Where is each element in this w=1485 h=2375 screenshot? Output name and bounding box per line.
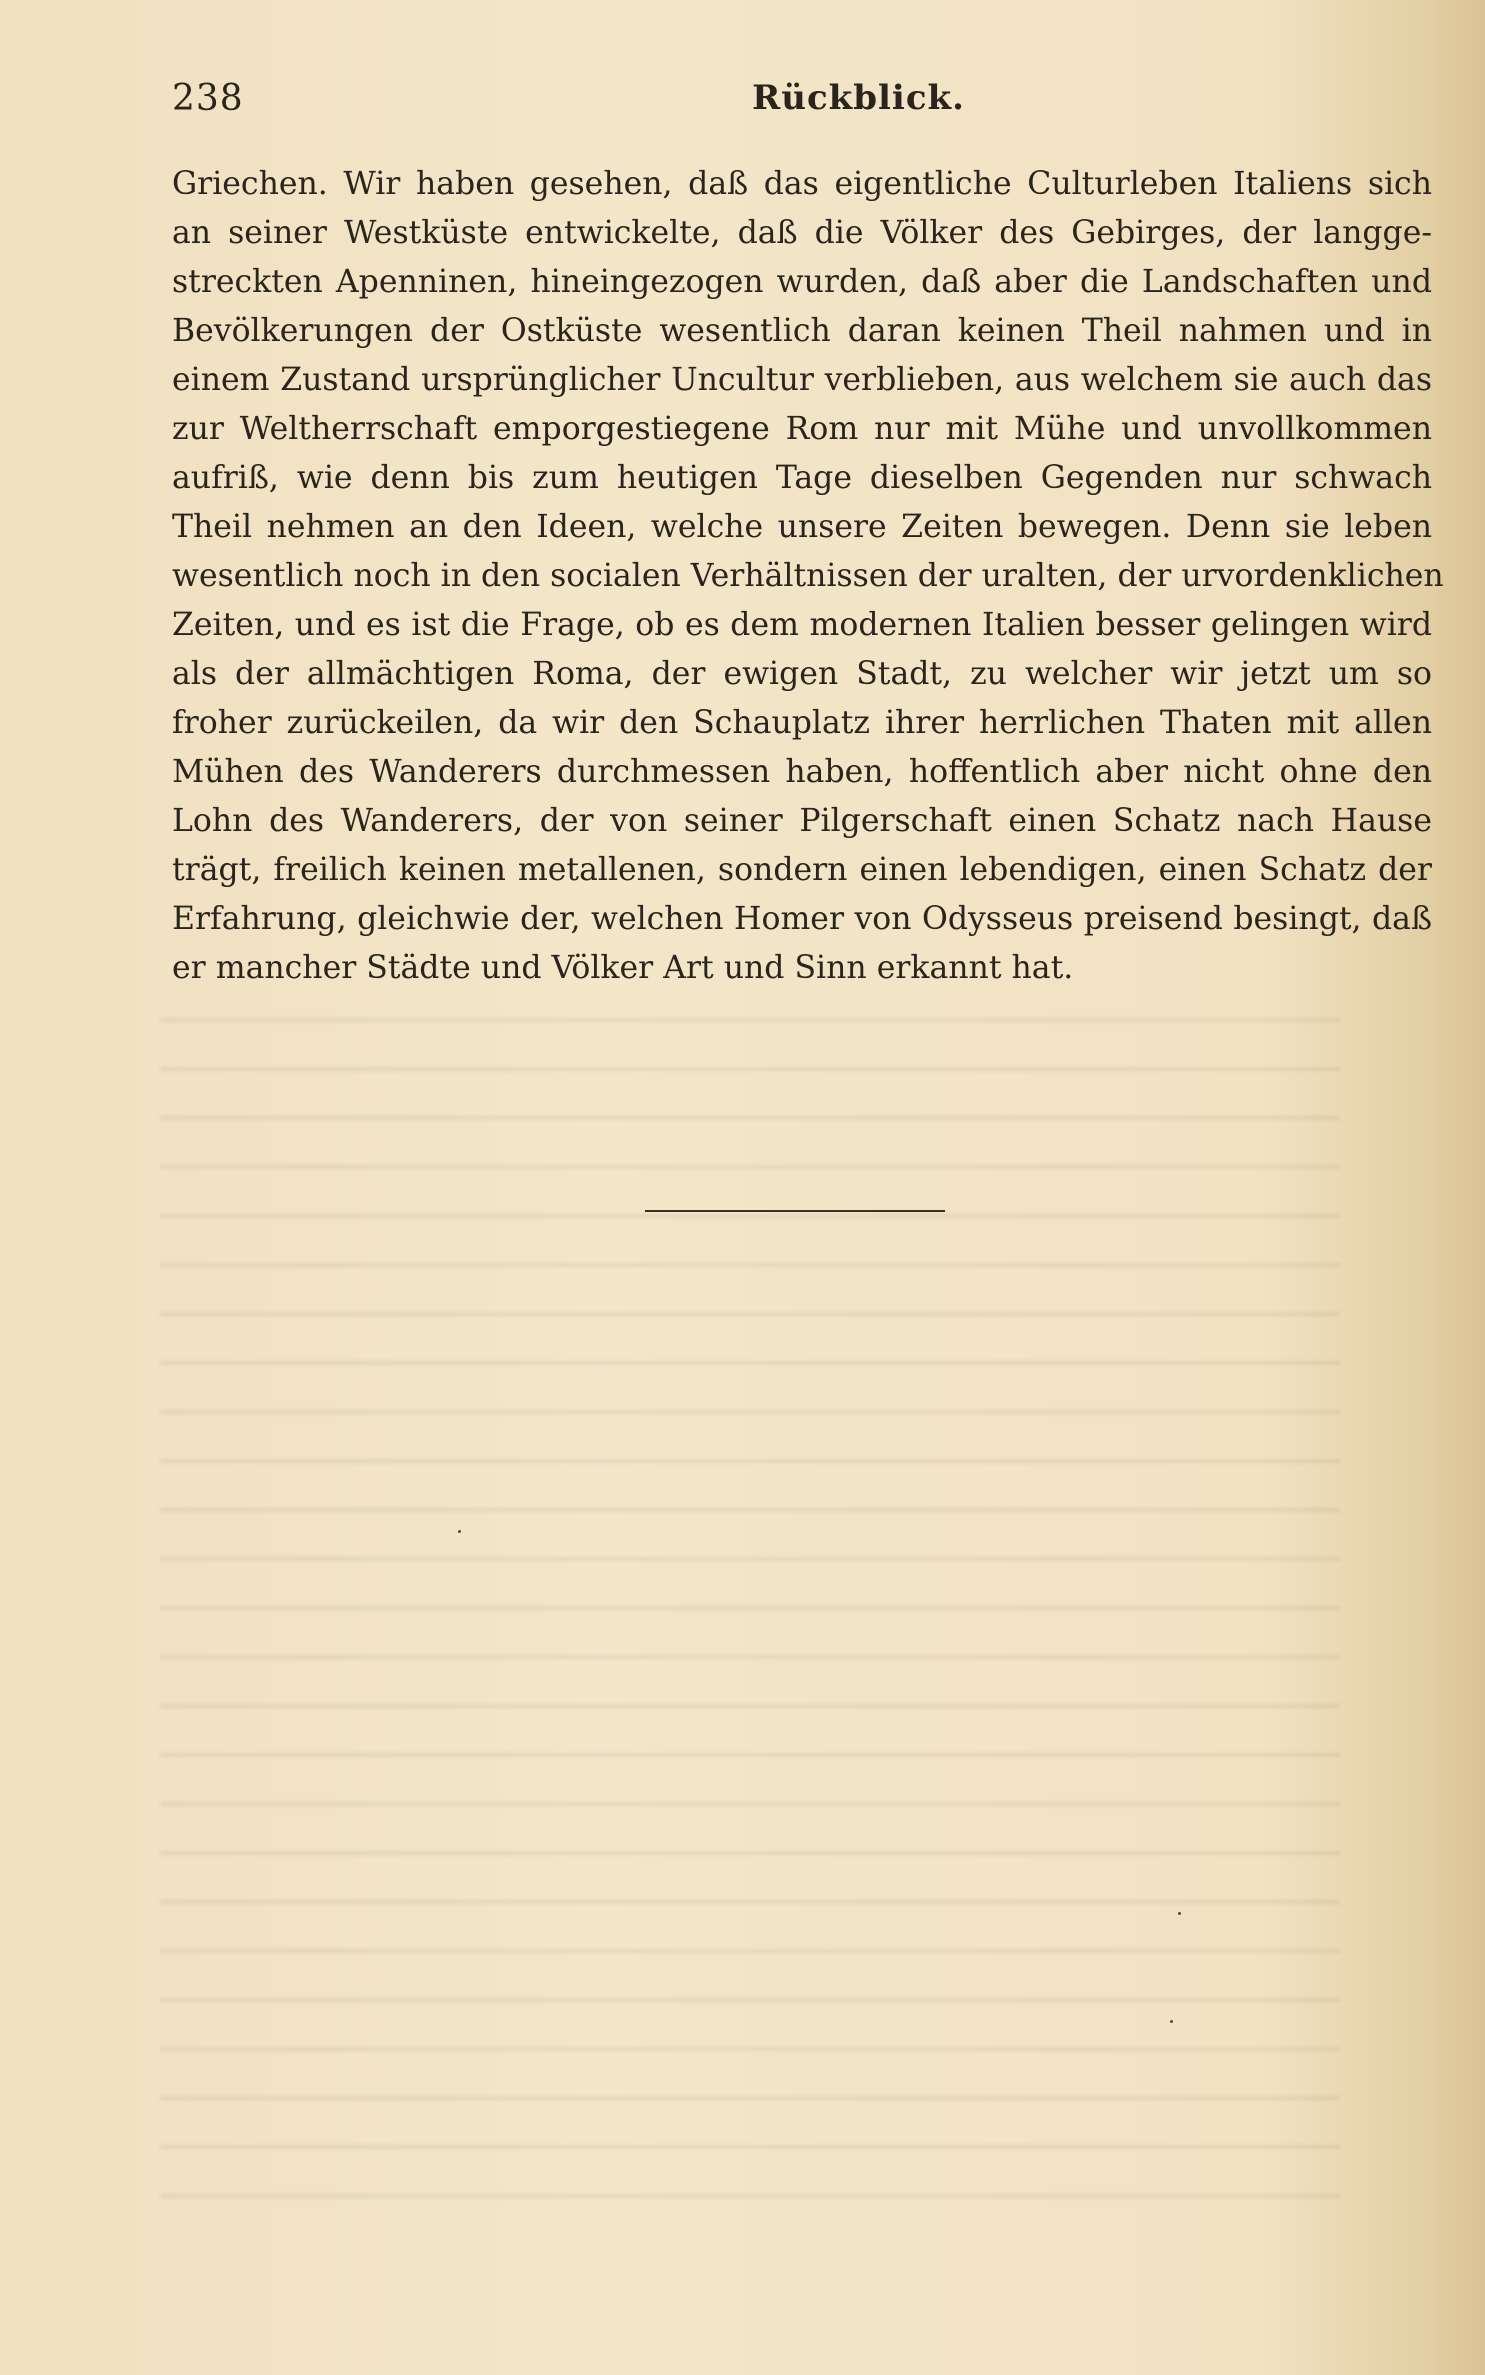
page-header — [172, 78, 1322, 128]
running-head: Rückblick. — [752, 78, 965, 118]
text-line: Griechen. Wir haben gesehen, daß das eigentliche Culturleben Italiens sich — [172, 166, 1432, 202]
text-line: Mühen des Wanderers durchmessen haben, hoffentlich aber nicht ohne den — [172, 754, 1432, 790]
text-line: als der allmächtigen Roma, der ewigen Stadt, zu welcher wir jetzt um so — [172, 656, 1432, 692]
speck — [1178, 1912, 1181, 1915]
text-line: Erfahrung, gleichwie der, welchen Homer von Odysseus preisend besingt, daß — [172, 901, 1432, 937]
text-line: an seiner Westküste entwickelte, daß die Völker des Gebirges, der langge- — [172, 215, 1432, 251]
text-line: einem Zustand ursprünglicher Uncultur verblieben, aus welchem sie auch das — [172, 362, 1432, 398]
body-paragraph — [172, 160, 1444, 993]
text-line: Bevölkerungen der Ostküste wesentlich daran keinen Theil nahmen und in — [172, 313, 1432, 349]
text-line: streckten Apenninen, hineingezogen wurden, daß aber die Landschaften und — [172, 264, 1432, 300]
speck — [458, 1530, 461, 1533]
text-line: trägt, freilich keinen metallenen, sondern einen lebendigen, einen Schatz der — [172, 852, 1432, 888]
page-number: 238 — [172, 78, 244, 119]
text-line: wesentlich noch in den socialen Verhältnissen der uralten, der urvordenklichen — [172, 558, 1444, 594]
text-line: aufriß, wie denn bis zum heutigen Tage dieselben Gegenden nur schwach — [172, 460, 1432, 496]
text-line: Theil nehmen an den Ideen, welche unsere Zeiten bewegen. Denn sie leben — [172, 509, 1432, 545]
section-end-rule — [645, 1210, 945, 1212]
text-line: Zeiten, und es ist die Frage, ob es dem modernen Italien besser gelingen wird — [172, 607, 1432, 643]
text-line: Lohn des Wanderers, der von seiner Pilgerschaft einen Schatz nach Hause — [172, 803, 1432, 839]
speck — [1170, 2020, 1173, 2023]
text-line: zur Weltherrschaft emporgestiegene Rom nur mit Mühe und unvollkommen — [172, 411, 1432, 447]
text-line: froher zurückeilen, da wir den Schauplatz ihrer herrlichen Thaten mit allen — [172, 705, 1432, 741]
text-line-last: er mancher Städte und Völker Art und Sinn erkannt hat. — [172, 950, 1074, 986]
bleed-through-texture — [160, 1000, 1340, 2200]
